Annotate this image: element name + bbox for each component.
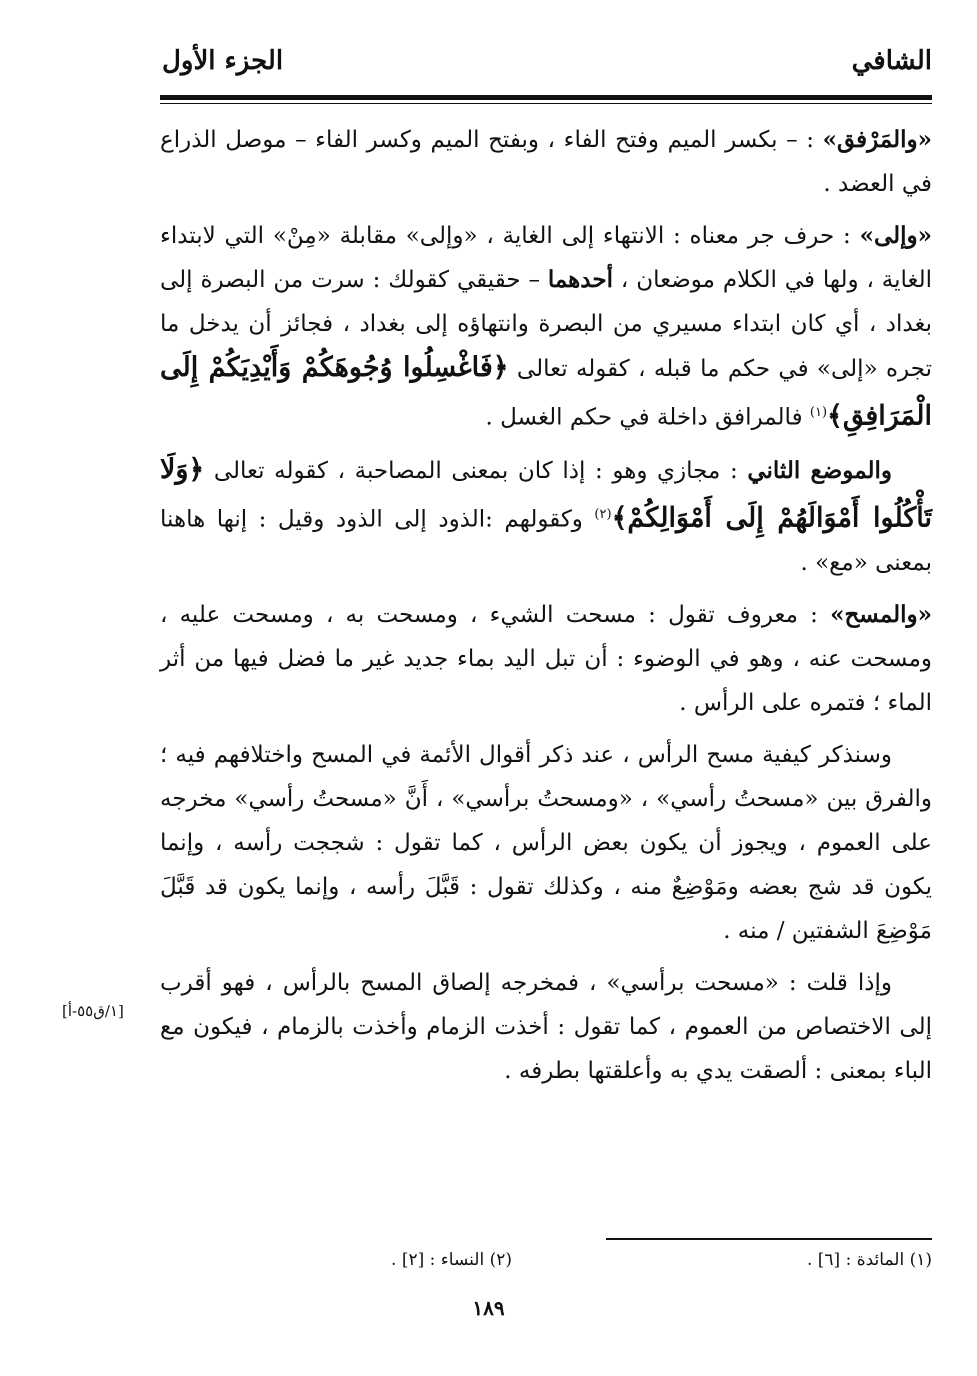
term-second-usage: والموضع الثاني [747, 456, 892, 484]
book-title: الشافي [851, 46, 932, 76]
paragraph-text: وسنذكر كيفية مسح الرأس ، عند ذكر أقوال الأئمة في المسح واختلافهم فيه ؛ والفرق بين «مسحتُ رأسي» ، «ومسحتُ برأسي» ، أَنَّ «مسحتُ رأسي» مخرجه على العموم ، ويجوز أن يكون بعض الرأس ، كما تقول : شججت رأسه ، وإنما يكون قد شج بعضه ومَوْضِعٌ منه ، وكذلك تقول : قَبَّلَ رأسه ، وإنما يكون قد قَبَّلَ مَوْضِعَ الشفتين / منه . [160, 742, 932, 945]
paragraph-text: فالمرافق داخلة في حكم الغسل . [485, 404, 810, 431]
term-mash: «والمسح» [830, 601, 932, 629]
footnote-ref: (١) [809, 405, 828, 420]
paragraph-ila [160, 214, 932, 440]
paragraph-head-wiping [160, 733, 932, 953]
paragraph-text: : معروف تقول : مسحت الشيء ، ومسحت به ، ومسحت عليه ، ومسحت عنه ، وهو في الوضوء : أن تبل اليد بماء جديد غير ما فضل فيها من أثر الماء ؛ فتمره على الرأس . [160, 602, 932, 717]
paragraph-bi-rasi [160, 961, 932, 1093]
paragraph-text: : حرف جر معناه : الانتهاء إلى الغاية ، «وإلى» مقابلة «مِنْ» التي لابتداء الغاية ، ولها في الكلام موضعان ، [160, 223, 932, 293]
page-number: ١٨٩ [472, 1296, 505, 1320]
footnote-ref: (٢) [594, 506, 612, 522]
term-marfiq: «والمَرْفق» [822, 126, 932, 153]
quran-verse: ﴿وَلَا تَأْكُلُوا أَمْوَالَهُمْ إِلَى أَمْوَالِكُمْ﴾ [160, 453, 932, 534]
paragraph-text: وإذا قلت : «مسحت برأسي» ، فمخرجه إلصاق المسح بالرأس ، فهو أقرب إلى الاختصاص من العموم ، كما تقول : أخذت الزمام وأخذت بالزمام ، فيكون مع الباء بمعنى : ألصقت يدي به وأعلقتها بطرفه . [160, 970, 932, 1085]
header-rule-thick [160, 95, 932, 100]
header-rule-thin [160, 103, 932, 104]
paragraph-text: وكقولهم :الذود إلى الذود وقيل : إنها هاهنا بمعنى «مع» . [160, 506, 932, 577]
footnote-2: (٢) النساء : [٢] . [391, 1250, 512, 1270]
running-header [160, 46, 932, 86]
paragraph-mash [160, 593, 932, 725]
manuscript-folio-note: [١/ق٥٥-أ] [62, 1002, 124, 1020]
volume-label: الجزء الأول [162, 46, 284, 76]
term-ila: «وإلى» [859, 222, 932, 249]
footnotes [160, 1250, 932, 1280]
paragraph-marfiq [160, 118, 932, 206]
footnote-rule [606, 1238, 932, 1240]
main-text [160, 118, 932, 1101]
paragraph-second-usage [160, 448, 932, 586]
paragraph-text: : مجازي وهو : إذا كان بمعنى المصاحبة ، كقوله تعالى [204, 457, 748, 484]
footnote-1: (١) المائدة : [٦] . [806, 1250, 932, 1270]
quran-verse: ﴿فَاغْسِلُوا وُجُوهَكُمْ وَأَيْدِيَكُمْ إِلَى الْمَرَافِقِ﴾ [160, 352, 932, 432]
paragraph-text: – حقيقي كقولك : سرت من البصرة إلى بغداد ، أي كان ابتداء مسيري من البصرة وانتهاؤه إلى بغداد ، فجائز أن يدخل ما تجره «إلى» في حكم ما قبله ، كقوله تعالى [160, 267, 932, 382]
paragraph-text: : – بكسر الميم وفتح الفاء ، وبفتح الميم وكسر الفاء – موصل الذراع في العضد . [160, 127, 932, 197]
bold-ahaduhuma: أحدهما [547, 266, 613, 293]
